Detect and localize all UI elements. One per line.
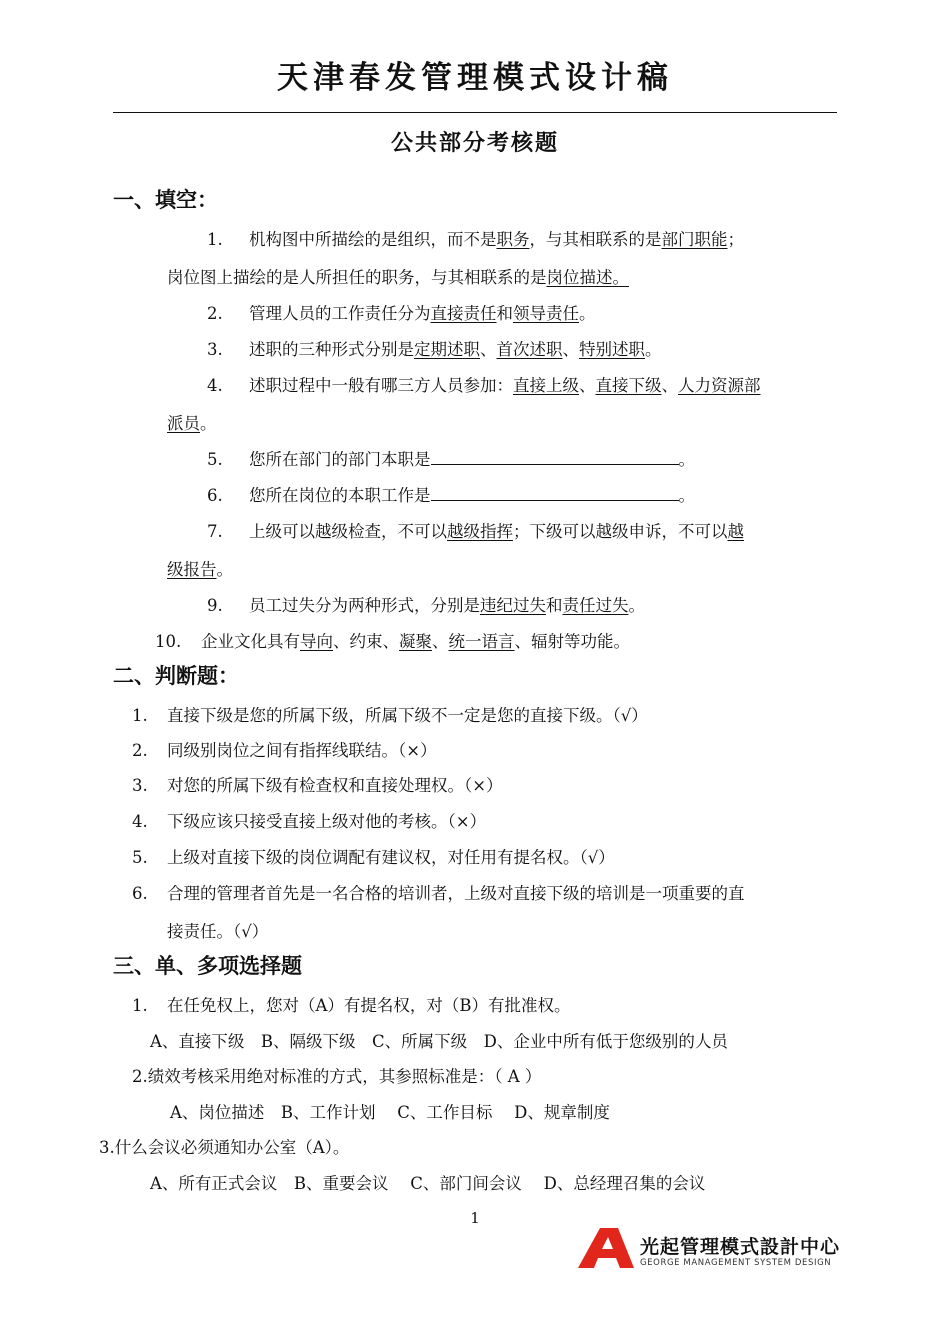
judge-item-2: 2. 同级别岗位之间有指挥线联结。（×） xyxy=(132,741,437,760)
section-fill-heading: 一、填空： xyxy=(113,188,218,212)
fill-q7-line2: 级报告。 xyxy=(167,560,233,579)
fill-q6-blank[interactable] xyxy=(431,484,679,501)
choice-q1-options: A、直接下级 B、隔级下级 C、所属下级 D、企业中所有低于您级别的人员 xyxy=(150,1032,728,1051)
judge-item-6: 6. 合理的管理者首先是一名合格的培训者，上级对直接下级的培训是一项重要的直 xyxy=(132,884,745,903)
judge-item-1: 1. 直接下级是您的所属下级，所属下级不一定是您的直接下级。（√） xyxy=(132,706,648,725)
document-title: 天津春发管理模式设计稿 xyxy=(277,60,673,96)
choice-q2: 2.绩效考核采用绝对标准的方式，其参照标准是：（ A ） xyxy=(132,1067,542,1086)
fill-q2: 2. 管理人员的工作责任分为直接责任和领导责任。 xyxy=(207,304,596,323)
fill-q6: 6. 您所在岗位的本职工作是 。 xyxy=(207,486,695,505)
fill-q9: 9. 员工过失分为两种形式，分别是违纪过失和责任过失。 xyxy=(207,596,645,615)
choice-q2-options: A、岗位描述 B、工作计划 C、工作目标 D、规章制度 xyxy=(170,1103,610,1122)
fill-q5-blank[interactable] xyxy=(431,448,679,465)
fill-q4-line1: 4. 述职过程中一般有哪三方人员参加：直接上级、直接下级、人力资源部 xyxy=(207,376,761,395)
logo-a-icon xyxy=(578,1228,634,1268)
document-subtitle: 公共部分考核题 xyxy=(390,131,559,156)
fill-q3: 3. 述职的三种形式分别是定期述职、首次述职、特别述职。 xyxy=(207,340,662,359)
logo-chinese-text: 光起管理模式設計中心 xyxy=(640,1236,841,1258)
judge-item-5: 5. 上级对直接下级的岗位调配有建议权，对任用有提名权。（√） xyxy=(132,848,615,867)
fill-q1-line2: 岗位图上描绘的是人所担任的职务，与其相联系的是岗位描述。 xyxy=(167,268,629,287)
judge-item-3: 3. 对您的所属下级有检查权和直接处理权。（×） xyxy=(132,776,503,795)
fill-q4-line2: 派员。 xyxy=(167,414,217,433)
fill-q10: 10. 企业文化具有导向、约束、凝聚、统一语言、辐射等功能。 xyxy=(155,632,630,651)
choice-q3-options: A、所有正式会议 B、重要会议 C、部门间会议 D、总经理召集的会议 xyxy=(150,1174,706,1193)
choice-q3: 3.什么会议必须通知办公室（A）。 xyxy=(99,1138,350,1157)
fill-q5: 5. 您所在部门的部门本职是 。 xyxy=(207,450,695,469)
choice-q1: 1. 在任免权上，您对（A）有提名权，对（B）有批准权。 xyxy=(132,996,571,1015)
section-judge-heading: 二、判断题： xyxy=(113,664,239,688)
page-number: 1 xyxy=(470,1209,480,1227)
logo-english-text: GEORGE MANAGEMENT SYSTEM DESIGN xyxy=(640,1258,832,1268)
fill-q7-line1: 7. 上级可以越级检查，不可以越级指挥；下级可以越级申诉，不可以越 xyxy=(207,522,744,541)
fill-q1-line1: 1. 机构图中所描绘的是组织，而不是职务，与其相联系的是部门职能； xyxy=(207,230,744,249)
judge-item-6-cont: 接责任。（√） xyxy=(167,922,269,941)
judge-item-4: 4. 下级应该只接受直接上级对他的考核。（×） xyxy=(132,812,487,831)
title-divider xyxy=(113,112,837,113)
section-choice-heading: 三、单、多项选择题 xyxy=(113,954,302,978)
